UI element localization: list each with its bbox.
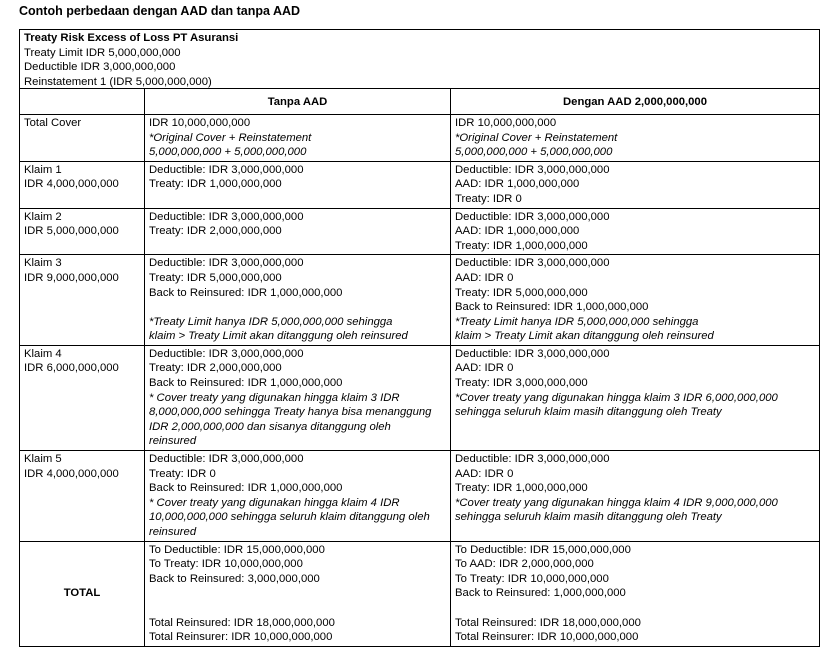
cell-line: Deductible: IDR 3,000,000,000 (149, 210, 304, 223)
cell-line: AAD: IDR 1,000,000,000 (455, 225, 580, 238)
cell-dengan (451, 114, 820, 161)
cell-line: Treaty: IDR 5,000,000,000 (455, 286, 588, 299)
cell-note: *Treaty Limit hanya IDR 5,000,000,000 sehingga (149, 315, 393, 328)
cell-line: Total Reinsurer: IDR 10,000,000,000 (149, 631, 333, 644)
cell-dengan (451, 541, 820, 646)
cell-line: Treaty: IDR 3,000,000,000 (455, 377, 588, 390)
claim-label: Klaim 2 (24, 210, 62, 223)
cell-note: sehingga seluruh klaim masih ditanggung oleh Treaty (455, 511, 722, 524)
spacer (455, 601, 815, 616)
cell-line: Deductible: IDR 3,000,000,000 (149, 453, 304, 466)
column-header-empty (20, 89, 145, 115)
treaty-header-cell (20, 30, 820, 89)
cell-note: klaim > Treaty Limit akan ditanggung oleh reinsured (149, 330, 408, 343)
treaty-header-row (20, 30, 820, 89)
cell-line: Total Reinsured: IDR 18,000,000,000 (455, 616, 641, 629)
table-row-total (20, 541, 820, 646)
cell-line: IDR 10,000,000,000 (149, 116, 251, 129)
cell-note: reinsured (149, 526, 197, 538)
cell-note: sehingga seluruh klaim masih ditanggung oleh Treaty (455, 406, 722, 419)
cell-line: To AAD: IDR 2,000,000,000 (455, 558, 594, 571)
cell-note: 5,000,000,000 + 5,000,000,000 (455, 146, 613, 159)
treaty-deductible: Deductible IDR 3,000,000,000 (24, 61, 176, 74)
cell-line: Back to Reinsured: IDR 1,000,000,000 (455, 301, 649, 314)
claim-label: Klaim 5 (24, 453, 62, 466)
cell-dengan (451, 255, 820, 346)
claim-amount: IDR 9,000,000,000 (24, 271, 119, 284)
cell-line: AAD: IDR 0 (455, 467, 514, 480)
table-row-klaim-5 (20, 451, 820, 542)
claim-label: Klaim 1 (24, 163, 62, 176)
spacer (149, 601, 446, 616)
cell-line: AAD: IDR 0 (455, 271, 514, 284)
row-label (20, 345, 145, 450)
cell-note: reinsured (149, 435, 197, 448)
cell-dengan (451, 451, 820, 542)
cell-tanpa (145, 541, 451, 646)
column-header-dengan: Dengan AAD 2,000,000,000 (451, 89, 820, 115)
treaty-reinstatement: Reinstatement 1 (IDR 5,000,000,000) (24, 75, 212, 88)
table-row-klaim-3 (20, 255, 820, 346)
cell-dengan (451, 208, 820, 255)
table-row-klaim-4 (20, 345, 820, 450)
cell-note: 5,000,000,000 + 5,000,000,000 (149, 146, 307, 159)
cell-line: To Deductible: IDR 15,000,000,000 (455, 543, 631, 556)
claim-amount: IDR 5,000,000,000 (24, 225, 119, 238)
cell-tanpa (145, 208, 451, 255)
cell-line: Back to Reinsured: IDR 1,000,000,000 (149, 286, 343, 299)
row-label (20, 255, 145, 346)
cell-line: To Deductible: IDR 15,000,000,000 (149, 543, 325, 556)
total-label: TOTAL (20, 541, 145, 646)
cell-note: 10,000,000,000 sehingga seluruh klaim ditanggung oleh (149, 511, 430, 524)
claim-amount: IDR 4,000,000,000 (24, 178, 119, 191)
cell-dengan (451, 345, 820, 450)
cell-line: IDR 10,000,000,000 (455, 116, 557, 129)
cell-line: Deductible: IDR 3,000,000,000 (455, 257, 610, 270)
table-row-klaim-2 (20, 208, 820, 255)
comparison-table (19, 29, 820, 647)
cell-tanpa (145, 345, 451, 450)
cell-line: Treaty: IDR 0 (149, 467, 216, 480)
cell-line: Back to Reinsured: IDR 1,000,000,000 (149, 377, 343, 390)
cell-line: Back to Reinsured: IDR 1,000,000,000 (149, 482, 343, 495)
row-label: Total Cover (20, 114, 145, 161)
cell-tanpa (145, 161, 451, 208)
cell-line: Deductible: IDR 3,000,000,000 (149, 257, 304, 270)
cell-line: AAD: IDR 0 (455, 362, 514, 375)
cell-line: To Treaty: IDR 10,000,000,000 (149, 558, 303, 571)
cell-line: Total Reinsurer: IDR 10,000,000,000 (455, 631, 639, 644)
column-header-row (20, 89, 820, 115)
cell-line: Treaty: IDR 2,000,000,000 (149, 225, 282, 238)
cell-line: AAD: IDR 1,000,000,000 (455, 178, 580, 191)
cell-tanpa (145, 451, 451, 542)
cell-note: * Cover treaty yang digunakan hingga klaim 4 IDR (149, 496, 400, 509)
cell-line: Deductible: IDR 3,000,000,000 (455, 453, 610, 466)
cell-note: *Treaty Limit hanya IDR 5,000,000,000 sehingga (455, 315, 699, 328)
cell-line: Total Reinsured: IDR 18,000,000,000 (149, 616, 335, 629)
cell-line: Treaty: IDR 2,000,000,000 (149, 362, 282, 375)
cell-note: * Cover treaty yang digunakan hingga klaim 3 IDR (149, 391, 400, 404)
cell-note: 8,000,000,000 sehingga Treaty hanya bisa menanggung (149, 406, 432, 419)
spacer (149, 300, 446, 315)
cell-tanpa (145, 114, 451, 161)
page-title: Contoh perbedaan dengan AAD dan tanpa AAD (19, 4, 301, 18)
cell-line: Deductible: IDR 3,000,000,000 (455, 210, 610, 223)
cell-tanpa (145, 255, 451, 346)
row-label (20, 451, 145, 542)
cell-line: Treaty: IDR 5,000,000,000 (149, 271, 282, 284)
cell-line: To Treaty: IDR 10,000,000,000 (455, 572, 609, 585)
row-label (20, 161, 145, 208)
cell-note: *Original Cover + Reinstatement (455, 131, 618, 144)
cell-note: *Original Cover + Reinstatement (149, 131, 312, 144)
cell-line: Deductible: IDR 3,000,000,000 (149, 347, 304, 360)
cell-line: Treaty: IDR 1,000,000,000 (455, 482, 588, 495)
spacer (149, 586, 446, 601)
cell-line: Treaty: IDR 1,000,000,000 (149, 178, 282, 191)
cell-note: *Cover treaty yang digunakan hingga klaim 4 IDR 9,000,000,000 (455, 496, 778, 509)
claim-label: Klaim 3 (24, 257, 62, 270)
claim-amount: IDR 6,000,000,000 (24, 362, 119, 375)
cell-note: klaim > Treaty Limit akan ditanggung oleh reinsured (455, 330, 714, 343)
cell-note: IDR 2,000,000,000 dan sisanya ditanggung oleh (149, 420, 391, 433)
cell-note: *Cover treaty yang digunakan hingga klaim 3 IDR 6,000,000,000 (455, 391, 778, 404)
table-row-total-cover (20, 114, 820, 161)
cell-dengan (451, 161, 820, 208)
treaty-title: Treaty Risk Excess of Loss PT Asuransi (24, 32, 239, 44)
cell-line: Back to Reinsured: 3,000,000,000 (149, 572, 320, 585)
cell-line: Deductible: IDR 3,000,000,000 (149, 163, 304, 176)
claim-amount: IDR 4,000,000,000 (24, 467, 119, 480)
cell-line: Back to Reinsured: 1,000,000,000 (455, 587, 626, 600)
claim-label: Klaim 4 (24, 347, 62, 360)
treaty-limit: Treaty Limit IDR 5,000,000,000 (24, 46, 181, 59)
column-header-tanpa: Tanpa AAD (145, 89, 451, 115)
table-row-klaim-1 (20, 161, 820, 208)
cell-line: Deductible: IDR 3,000,000,000 (455, 347, 610, 360)
cell-line: Treaty: IDR 0 (455, 192, 522, 205)
cell-line: Deductible: IDR 3,000,000,000 (455, 163, 610, 176)
row-label (20, 208, 145, 255)
cell-line: Treaty: IDR 1,000,000,000 (455, 239, 588, 252)
